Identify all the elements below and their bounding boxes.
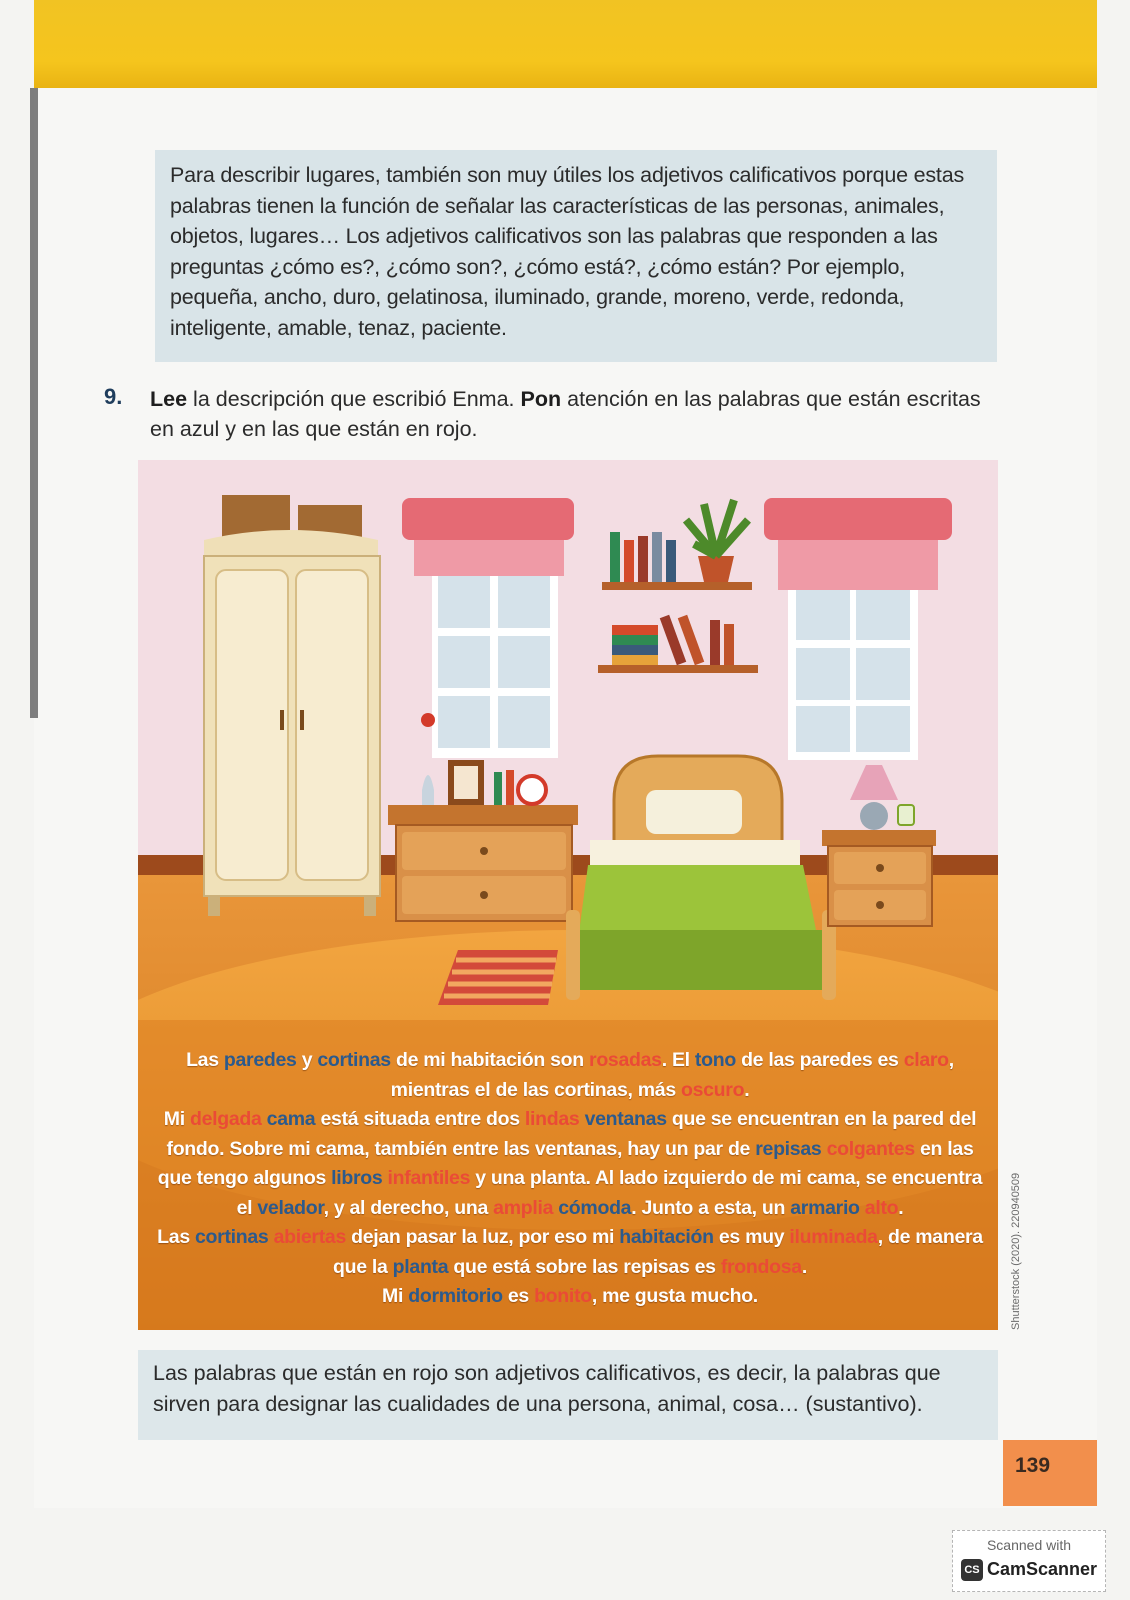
wardrobe — [204, 495, 380, 916]
striped-rug — [438, 950, 558, 1005]
note-text: Las palabras que están en rojo son adjetivos calificativos, es decir, la palabras que sirven para designar las cualidades de una persona, animal, cosa… (sustantivo). — [153, 1361, 941, 1416]
camscanner-label: CamScanner — [987, 1559, 1098, 1579]
page-number: 139 — [1015, 1454, 1051, 1477]
info-box-text: Para describir lugares, también son muy útiles los adjetivos calificativos porque estas palabras tienen la función de señalar las características de las personas, animales, objetos, lugares… Los adjetivos calificativos son las palabras que responden a las preguntas ¿cómo es?, ¿cómo son?, ¿cómo está?, ¿cómo están? Por ejemplo, pequeña, ancho, duro, gelatinosa, iluminado, grande, moreno, verde, redonda, inteligente, amable, tenaz, paciente. — [170, 163, 965, 340]
exercise-number: 9. — [104, 384, 123, 409]
camscanner-logo — [961, 1559, 1097, 1581]
camscanner-badge — [952, 1530, 1106, 1592]
page-edge-shadow — [30, 88, 38, 718]
top-yellow-band — [34, 0, 1097, 88]
enma-description: Las paredes y cortinas de mi habitación son rosadas. El tono de las paredes es claro, mientras el de las cortinas, más oscuro. Mi delgada cama está situada entre dos lindas ventanas que se encuentran en la pared del fondo. Sobre mi cama, también entre las ventanas, hay un par de repisas colgantes en las que tengo algunos libros infantiles y una planta. Al lado izquierdo de mi cama, se encuentra el velador, y al derecho, una amplia cómoda. Junto a esta, un armario alto. Las cortinas abiertas dejan pasar la luz, por eso mi habitación es muy iluminada, de manera que la planta que está sobre las repisas es frondosa. Mi dormitorio es bonito, me gusta mucho. — [157, 1049, 983, 1307]
scanned-with-label: Scanned with — [986, 1537, 1072, 1553]
exercise-instruction: Lee la descripción que escribió Enma. Pon atención en las palabras que están escritas en azul y en las que están en rojo. — [150, 387, 981, 441]
camscanner-icon: CS — [961, 1559, 983, 1581]
image-credit: Shutterstock (2020). 220940509 — [1010, 1172, 1022, 1330]
